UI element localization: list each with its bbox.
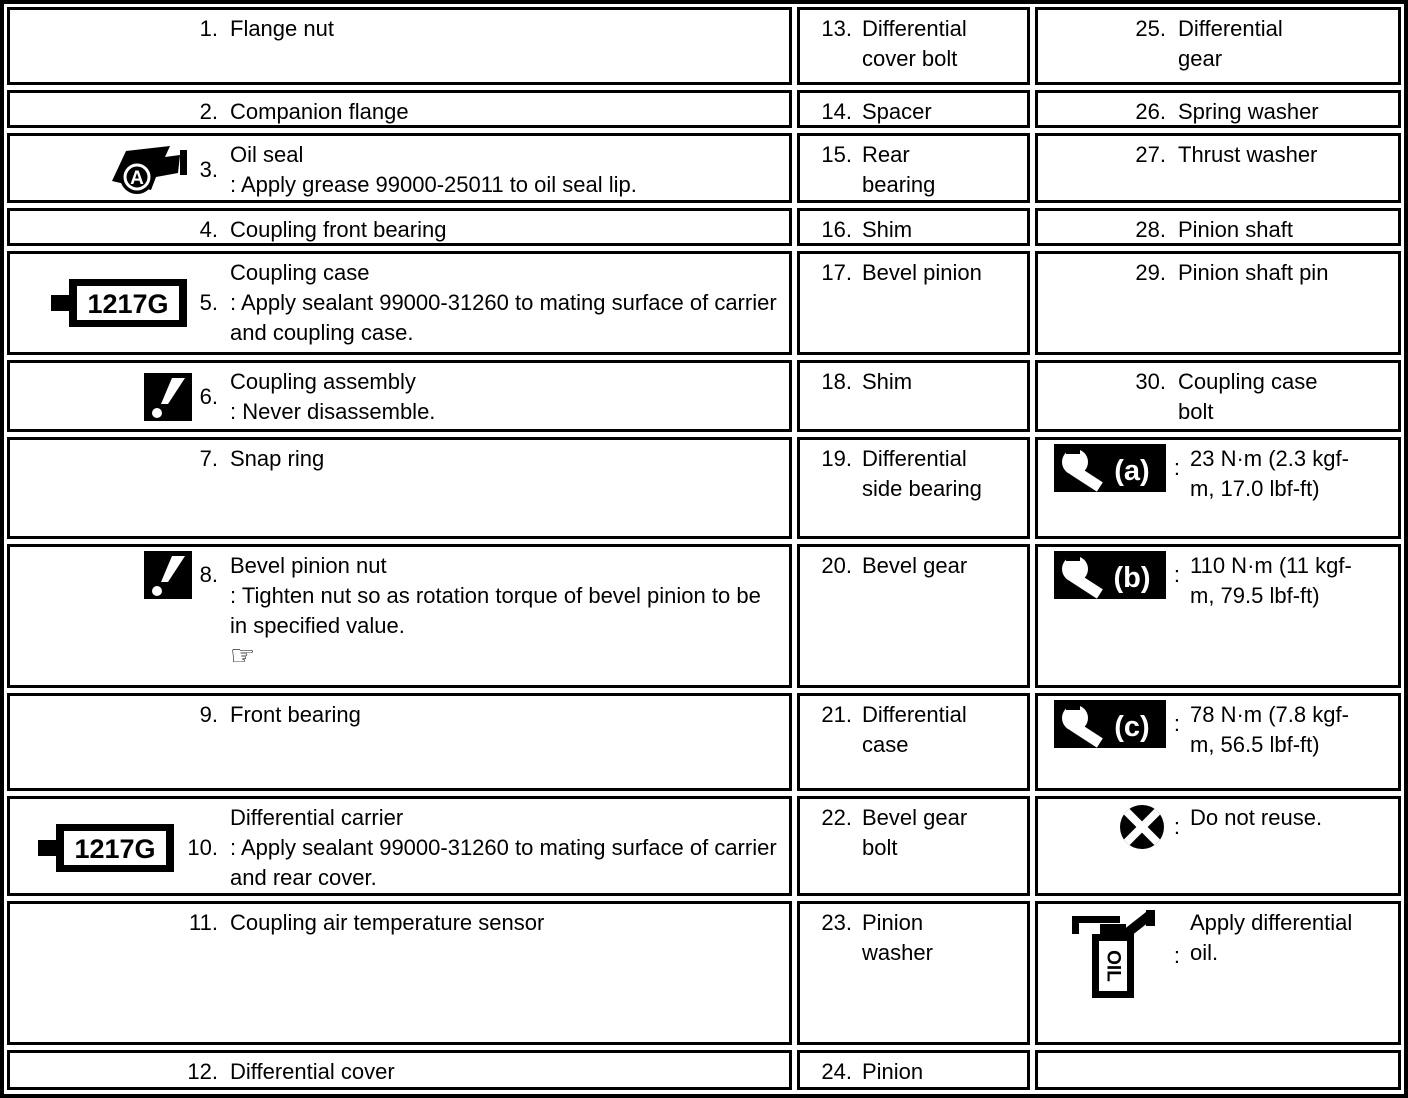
- item-title: Flange nut: [230, 16, 334, 41]
- cell-item-15: [797, 133, 1030, 203]
- item-title: Differential side bearing: [862, 446, 982, 501]
- sealant-label: 1217G: [74, 834, 156, 864]
- cell-item-19: [797, 437, 1030, 539]
- item-number: 29.: [1135, 260, 1166, 285]
- item-title: Companion flange: [230, 99, 409, 124]
- sealant-tube-icon: [34, 822, 179, 874]
- item-number: 7.: [199, 446, 218, 471]
- item-number: 16.: [821, 217, 852, 242]
- item-number: 25.: [1135, 16, 1166, 41]
- item-title: Bevel gear: [862, 553, 968, 578]
- colon: :: [1173, 814, 1180, 839]
- item-note: : Tighten nut so as rotation torque of bevel pinion to be in specified value.: [230, 583, 761, 638]
- cell-item-16: [797, 208, 1030, 246]
- oil-can-icon: [1066, 908, 1166, 1004]
- item-number: 15.: [821, 142, 852, 167]
- item-number: 8.: [199, 562, 218, 587]
- cell-item-9: [7, 693, 792, 791]
- item-title: Pinion washer: [862, 910, 933, 965]
- item-title: Oil seal: [230, 142, 304, 167]
- item-title: Differential cover bolt: [862, 16, 967, 71]
- torque-wrench-c-icon: [1054, 700, 1166, 748]
- cell-item-11: [7, 901, 792, 1045]
- item-number: 30.: [1135, 369, 1166, 394]
- item-title: Coupling air temperature sensor: [230, 910, 545, 935]
- item-title: Coupling case bolt: [1178, 369, 1318, 424]
- cell-item-21: [797, 693, 1030, 791]
- item-title: Snap ring: [230, 446, 325, 471]
- item-number: 26.: [1135, 99, 1166, 124]
- item-number: 1.: [199, 16, 218, 41]
- torque-c-label: (c): [1114, 711, 1150, 743]
- item-number: 14.: [821, 99, 852, 124]
- item-number: 17.: [821, 260, 852, 285]
- caution-icon: [144, 373, 192, 421]
- colon: :: [1173, 562, 1180, 587]
- item-title: Bevel pinion: [862, 260, 982, 285]
- item-title: Differential cover: [230, 1059, 395, 1084]
- item-number: 19.: [821, 446, 852, 471]
- item-number: 3.: [199, 157, 218, 182]
- cell-empty: [1035, 1050, 1401, 1090]
- item-number: 6.: [199, 384, 218, 409]
- item-note: : Apply grease 99000-25011 to oil seal lip.: [230, 172, 637, 197]
- item-note: : Apply sealant 99000-31260 to mating surface of carrier and coupling case.: [230, 290, 777, 345]
- torque-wrench-a-icon: [1054, 444, 1166, 492]
- cell-item-20: [797, 544, 1030, 688]
- cell-item-27: [1035, 133, 1401, 203]
- colon: :: [1173, 711, 1180, 736]
- item-number: 22.: [821, 805, 852, 830]
- cell-item-26: [1035, 90, 1401, 128]
- item-number: 10.: [187, 835, 218, 860]
- cell-item-13: [797, 7, 1030, 85]
- item-title: Rear bearing: [862, 142, 936, 197]
- cell-item-24: [797, 1050, 1030, 1090]
- cell-item-22: [797, 796, 1030, 896]
- do-not-reuse-icon: [1118, 803, 1166, 851]
- sealant-label: 1217G: [87, 289, 169, 319]
- grease-a-icon: [108, 143, 192, 197]
- cell-item-2: [7, 90, 792, 128]
- instruction-text: Apply differential oil.: [1190, 910, 1353, 965]
- colon: :: [1173, 943, 1180, 968]
- cell-item-12: [7, 1050, 792, 1090]
- cell-item-28: [1035, 208, 1401, 246]
- item-title: Coupling case: [230, 260, 370, 285]
- torque-a-label: (a): [1114, 455, 1150, 487]
- item-title: Shim: [862, 217, 913, 242]
- item-number: 23.: [821, 910, 852, 935]
- cell-item-17: [797, 251, 1030, 355]
- item-title: Differential carrier: [230, 805, 404, 830]
- parts-legend-table: [7, 7, 1401, 1090]
- torque-value: 78 N·m (7.8 kgf-m, 56.5 lbf-ft): [1190, 702, 1349, 757]
- item-number: 21.: [821, 702, 852, 727]
- item-title: Thrust washer: [1178, 142, 1318, 167]
- item-number: 28.: [1135, 217, 1166, 242]
- item-title: Pinion shaft pin: [1178, 260, 1329, 285]
- item-title: Spacer: [862, 99, 932, 124]
- cell-item-29: [1035, 251, 1401, 355]
- item-title: Coupling assembly: [230, 369, 416, 394]
- item-title: Front bearing: [230, 702, 361, 727]
- cell-item-18: [797, 360, 1030, 432]
- torque-value: 110 N·m (11 kgf-m, 79.5 lbf-ft): [1190, 553, 1352, 608]
- item-number: 12.: [187, 1059, 218, 1084]
- cell-item-25: [1035, 7, 1401, 85]
- pointing-hand-icon: ☞: [230, 640, 256, 671]
- cell-torque-c: [1035, 693, 1401, 791]
- colon: :: [1173, 455, 1180, 480]
- item-number: 2.: [199, 99, 218, 124]
- item-number: 24.: [821, 1059, 852, 1084]
- cell-item-5: [7, 251, 792, 355]
- cell-torque-a: [1035, 437, 1401, 539]
- cell-item-6: [7, 360, 792, 432]
- torque-b-label: (b): [1113, 562, 1151, 594]
- item-number: 4.: [199, 217, 218, 242]
- cell-item-7: [7, 437, 792, 539]
- item-note: : Never disassemble.: [230, 399, 436, 424]
- caution-icon: [144, 551, 192, 599]
- cell-item-8: [7, 544, 792, 688]
- item-number: 18.: [821, 369, 852, 394]
- cell-item-30: [1035, 360, 1401, 432]
- item-number: 5.: [199, 290, 218, 315]
- item-number: 9.: [199, 702, 218, 727]
- cell-item-14: [797, 90, 1030, 128]
- item-title: Shim: [862, 369, 913, 394]
- oil-label: OIL: [1102, 950, 1124, 982]
- instruction-text: Do not reuse.: [1190, 805, 1323, 830]
- torque-wrench-b-icon: [1054, 551, 1166, 599]
- cell-do-not-reuse: [1035, 796, 1401, 896]
- torque-value: 23 N·m (2.3 kgf-m, 17.0 lbf-ft): [1190, 446, 1349, 501]
- item-note: : Apply sealant 99000-31260 to mating surface of carrier and rear cover.: [230, 835, 777, 890]
- cell-apply-oil: [1035, 901, 1401, 1045]
- item-title: Pinion shaft: [1178, 217, 1293, 242]
- item-title: Pinion: [862, 1059, 924, 1084]
- cell-item-1: [7, 7, 792, 85]
- item-title: Spring washer: [1178, 99, 1319, 124]
- item-title: Differential gear: [1178, 16, 1283, 71]
- cell-torque-b: [1035, 544, 1401, 688]
- sealant-tube-icon: [47, 277, 192, 329]
- item-title: Bevel pinion nut: [230, 553, 387, 578]
- grease-a-label: A: [129, 168, 144, 189]
- item-title: Coupling front bearing: [230, 217, 447, 242]
- cell-item-10: [7, 796, 792, 896]
- cell-item-4: [7, 208, 792, 246]
- cell-item-3: [7, 133, 792, 203]
- item-number: 27.: [1135, 142, 1166, 167]
- item-number: 13.: [821, 16, 852, 41]
- item-number: 20.: [821, 553, 852, 578]
- item-title: Differential case: [862, 702, 967, 757]
- cell-item-23: [797, 901, 1030, 1045]
- item-number: 11.: [189, 910, 218, 935]
- item-title: Bevel gear bolt: [862, 805, 968, 860]
